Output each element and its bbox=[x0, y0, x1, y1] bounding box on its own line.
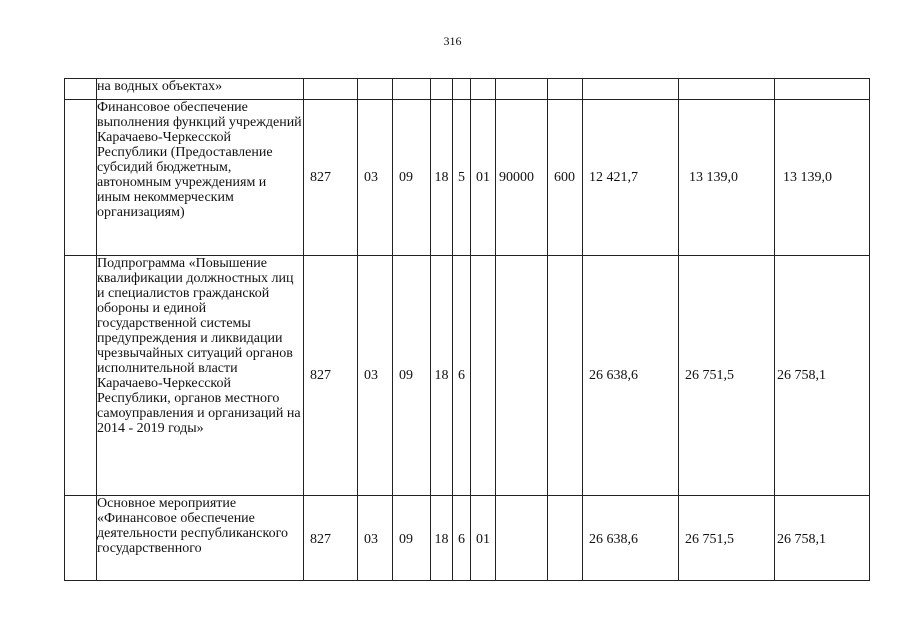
admin-code: 827 bbox=[304, 256, 358, 496]
subsection-code: 09 bbox=[393, 256, 431, 496]
amount-2018: 26 751,5 bbox=[679, 496, 775, 581]
amount-2019: 26 758,1 bbox=[775, 256, 870, 496]
row-name: на водных объектах» bbox=[97, 79, 304, 100]
table-row bbox=[65, 496, 870, 581]
expense-type-code bbox=[548, 256, 583, 496]
amount-2018 bbox=[679, 79, 775, 100]
row-number-cell bbox=[65, 496, 97, 581]
page-number: 316 bbox=[443, 34, 462, 48]
row-number-cell bbox=[65, 256, 97, 496]
row-name: Основное мероприятие «Финансовое обеспечение деятельности республиканского государственного bbox=[97, 496, 304, 581]
main-event-code: 01 bbox=[471, 496, 496, 581]
subsection-code bbox=[393, 79, 431, 100]
program-code: 18 bbox=[431, 100, 453, 256]
amount-2019: 13 139,0 bbox=[775, 100, 870, 256]
row-number-cell bbox=[65, 100, 97, 256]
subsection-code: 09 bbox=[393, 496, 431, 581]
amount-2017: 26 638,6 bbox=[583, 256, 679, 496]
amount-2018: 13 139,0 bbox=[679, 100, 775, 256]
direction-code: 90000 bbox=[496, 100, 548, 256]
subprogram-code: 6 bbox=[453, 256, 471, 496]
admin-code: 827 bbox=[304, 100, 358, 256]
row-number-cell bbox=[65, 79, 97, 100]
row-name: Финансовое обеспечение выполнения функций учреждений Карачаево-Черкесской Республики (Предоставление субсидий бюджетным, автономным учреждениям и иным некоммерческим организациям) bbox=[97, 100, 304, 256]
admin-code: 827 bbox=[304, 496, 358, 581]
amount-2019 bbox=[775, 79, 870, 100]
section-code bbox=[358, 79, 393, 100]
direction-code bbox=[496, 256, 548, 496]
main-event-code bbox=[471, 79, 496, 100]
table-row bbox=[65, 79, 870, 100]
admin-code bbox=[304, 79, 358, 100]
amount-2017 bbox=[583, 79, 679, 100]
expense-type-code bbox=[548, 496, 583, 581]
section-code: 03 bbox=[358, 100, 393, 256]
amount-2019: 26 758,1 bbox=[775, 496, 870, 581]
section-code: 03 bbox=[358, 256, 393, 496]
amount-2017: 12 421,7 bbox=[583, 100, 679, 256]
program-code: 18 bbox=[431, 496, 453, 581]
table-row bbox=[65, 100, 870, 256]
expense-type-code: 600 bbox=[548, 100, 583, 256]
section-code: 03 bbox=[358, 496, 393, 581]
amount-2018: 26 751,5 bbox=[679, 256, 775, 496]
main-event-code: 01 bbox=[471, 100, 496, 256]
program-code bbox=[431, 79, 453, 100]
table-row bbox=[65, 256, 870, 496]
row-name: Подпрограмма «Повышение квалификации должностных лиц и специалистов гражданской обороны и единой государственной системы предупреждения и ликвидации чрезвычайных ситуаций органов исполнительной власти Карачаево-Черкесской Республики, органов местного самоуправления и организаций на 2014 - 2019 годы» bbox=[97, 256, 304, 496]
amount-2017: 26 638,6 bbox=[583, 496, 679, 581]
direction-code bbox=[496, 79, 548, 100]
budget-table bbox=[64, 78, 870, 581]
expense-type-code bbox=[548, 79, 583, 100]
direction-code bbox=[496, 496, 548, 581]
main-event-code bbox=[471, 256, 496, 496]
subprogram-code bbox=[453, 79, 471, 100]
subprogram-code: 6 bbox=[453, 496, 471, 581]
subprogram-code: 5 bbox=[453, 100, 471, 256]
program-code: 18 bbox=[431, 256, 453, 496]
subsection-code: 09 bbox=[393, 100, 431, 256]
